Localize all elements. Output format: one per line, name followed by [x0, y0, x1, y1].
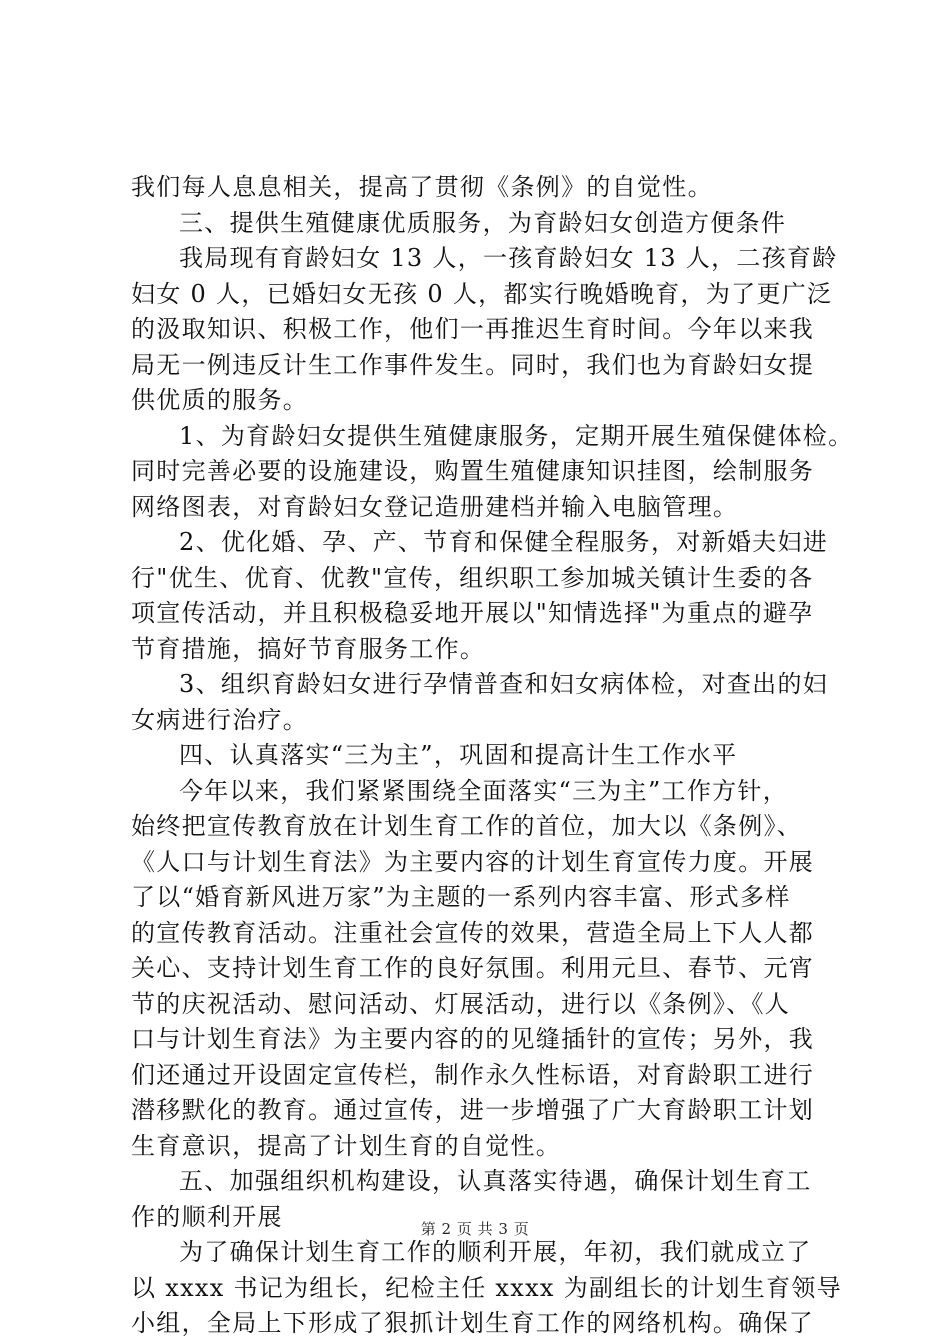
text-line: 始终把宣传教育放在计划生育工作的首位，加大以《条例》、 [131, 812, 803, 840]
section-heading-continued: 作的顺利开展 [131, 1202, 283, 1231]
document-body [131, 170, 854, 1342]
text-line: 女病进行治疗。 [131, 705, 309, 734]
text-line: 《人口与计划生育法》为主要内容的计划生育宣传力度。开展 [131, 847, 815, 876]
text-line: 供优质的服务。 [131, 386, 309, 414]
text-line: 节的庆祝活动、慰问活动、灯展活动，进行以《条例》、《人 [131, 989, 791, 1018]
text-line: 我局现有育龄妇女 13 人，一孩育龄妇女 13 人，二孩育龄 [179, 244, 838, 272]
text-line: 同时完善必要的设施建设，购置生殖健康知识挂图，绘制服务 [131, 457, 815, 485]
page-footer: 第 2 页 共 3 页 [420, 1220, 530, 1238]
list-item: 2、优化婚、孕、产、节育和保健全程服务，对新婚夫妇进 [179, 528, 829, 556]
text-line: 妇女 0 人，已婚妇女无孩 0 人，都实行晚婚晚育，为了更广泛 [131, 279, 833, 308]
text-line: 我们每人息息相关，提高了贯彻《条例》的自觉性。 [131, 173, 713, 201]
text-line: 节育措施，搞好节育服务工作。 [131, 634, 486, 663]
text-line: 为了确保计划生育工作的顺利开展，年初，我们就成立了 [179, 1238, 812, 1266]
section-heading: 五、加强组织机构建设，认真落实待遇，确保计划生育工 [179, 1167, 812, 1195]
text-line: 行"优生、优育、优教"宣传，组织职工参加城关镇计生委的各 [131, 563, 814, 592]
list-item: 3、组织育龄妇女进行孕情普查和妇女病体检，对查出的妇 [179, 670, 829, 698]
section-heading: 三、提供生殖健康优质服务，为育龄妇女创造方便条件 [179, 208, 787, 237]
text-line: 以 xxxx 书记为组长，纪检主任 xxxx 为副组长的计划生育领导 [131, 1273, 842, 1302]
section-heading: 四、认真落实“三为主”，巩固和提高计生工作水平 [179, 741, 738, 769]
text-line: 口与计划生育法》为主要内容的的见缝插针的宣传；另外，我 [131, 1025, 815, 1053]
text-line: 们还通过开设固定宣传栏，制作永久性标语，对育龄职工进行 [131, 1060, 815, 1089]
list-item: 1、为育龄妇女提供生殖健康服务，定期开展生殖保健体检。 [179, 421, 854, 450]
text-line: 今年以来，我们紧紧围绕全面落实“三为主”工作方针， [179, 776, 789, 805]
text-line: 项宣传活动，并且积极稳妥地开展以"知情选择"为重点的避孕 [131, 599, 814, 627]
text-line: 的汲取知识、积极工作，他们一再推迟生育时间。今年以来我 [131, 315, 815, 343]
text-line: 局无一例违反计生工作事件发生。同时，我们也为育龄妇女提 [131, 350, 815, 379]
text-line: 了以“婚育新风进万家”为主题的一系列内容丰富、形式多样 [131, 883, 791, 911]
text-line: 潜移默化的教育。通过宣传，进一步增强了广大育龄职工计划 [131, 1096, 815, 1124]
text-line: 生育意识，提高了计划生育的自觉性。 [131, 1131, 562, 1160]
text-line: 网络图表，对育龄妇女登记造册建档并输入电脑管理。 [131, 492, 739, 521]
text-line: 小组，全局上下形成了狠抓计划生育工作的网络机构。确保了 [131, 1309, 815, 1337]
text-line: 关心、支持计划生育工作的良好氛围。利用元旦、春节、元宵 [131, 954, 815, 982]
text-line: 的宣传教育活动。注重社会宣传的效果，营造全局上下人人都 [131, 918, 815, 947]
